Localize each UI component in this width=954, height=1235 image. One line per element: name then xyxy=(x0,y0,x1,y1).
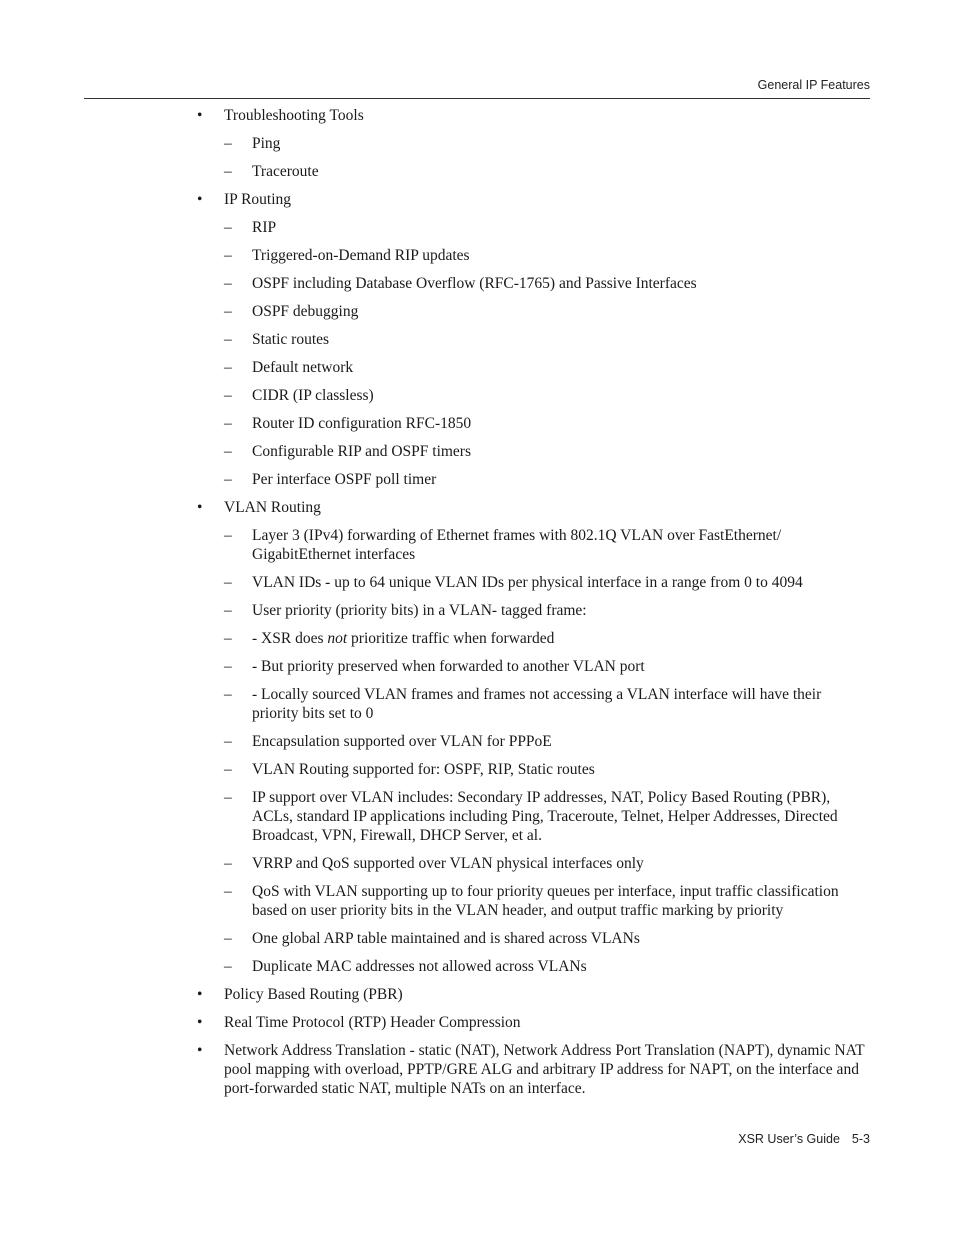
sub-item: – OSPF including Database Overflow (RFC-1765) and Passive Interfaces xyxy=(224,274,866,293)
sub-item: – OSPF debugging xyxy=(224,302,866,321)
feature-bullet-pbr: • Policy Based Routing (PBR) xyxy=(196,985,866,1004)
guide-title: XSR User’s Guide xyxy=(738,1132,840,1146)
sub-item: – Layer 3 (IPv4) forwarding of Ethernet frames with 802.1Q VLAN over FastEthernet/ GigabitEthernet interfaces xyxy=(224,526,866,564)
header-rule xyxy=(84,98,870,99)
sub-item: – CIDR (IP classless) xyxy=(224,386,866,405)
feature-bullet-ip-routing xyxy=(196,190,866,489)
feature-bullet-vlan-routing xyxy=(196,498,866,976)
sub-item: – Triggered-on-Demand RIP updates xyxy=(224,246,866,265)
bullet-label: • VLAN Routing xyxy=(224,499,321,516)
page-number: 5-3 xyxy=(851,1132,870,1146)
running-head: General IP Features xyxy=(757,78,870,92)
bullet-label: • Troubleshooting Tools xyxy=(224,107,364,124)
sub-item: – RIP xyxy=(224,218,866,237)
sub-item: – - Locally sourced VLAN frames and frames not accessing a VLAN interface will have their priority bits set to 0 xyxy=(224,685,866,723)
sub-list-ip-routing xyxy=(224,218,866,489)
sub-item: – Ping xyxy=(224,134,866,153)
sub-item: – Duplicate MAC addresses not allowed across VLANs xyxy=(224,957,866,976)
feature-bullet-rtp: • Real Time Protocol (RTP) Header Compression xyxy=(196,1013,866,1032)
sub-item: – Static routes xyxy=(224,330,866,349)
sub-item: – VRRP and QoS supported over VLAN physical interfaces only xyxy=(224,854,866,873)
sub-item: – VLAN Routing supported for: OSPF, RIP, Static routes xyxy=(224,760,866,779)
feature-list-body xyxy=(196,106,866,1098)
xsr-text-before: - XSR does xyxy=(252,630,328,647)
feature-list xyxy=(196,106,866,1098)
sub-item: – One global ARP table maintained and is shared across VLANs xyxy=(224,929,866,948)
sub-item: – Per interface OSPF poll timer xyxy=(224,470,866,489)
bullet-label: • IP Routing xyxy=(224,191,292,208)
sub-item: – User priority (priority bits) in a VLAN- tagged frame: xyxy=(224,601,866,620)
xsr-text-after: prioritize traffic when forwarded xyxy=(347,630,555,647)
sub-item: – IP support over VLAN includes: Secondary IP addresses, NAT, Policy Based Routing (PBR), ACLs, standard IP applications including Ping, Traceroute, Telnet, Helper Addresses, Directed Broadcast, VPN, Firewall, DHCP Server, et al. xyxy=(224,788,866,845)
sub-list-vlan-routing xyxy=(224,526,866,976)
sub-item: – Router ID configuration RFC-1850 xyxy=(224,414,866,433)
sub-item-xsr-not-prioritize xyxy=(224,629,866,648)
sub-list-troubleshooting xyxy=(224,134,866,181)
sub-item: – - But priority preserved when forwarded to another VLAN port xyxy=(224,657,866,676)
sub-item: – Default network xyxy=(224,358,866,377)
feature-bullet-troubleshooting-tools xyxy=(196,106,866,181)
sub-item: – VLAN IDs - up to 64 unique VLAN IDs per physical interface in a range from 0 to 4094 xyxy=(224,573,866,592)
xsr-text-emphasis: not xyxy=(327,630,348,647)
feature-bullet-nat: • Network Address Translation - static (NAT), Network Address Port Translation (NAPT), dynamic NAT pool mapping with overload, PPTP/GRE ALG and arbitrary IP address for NAPT, on the interface and port-forwarded static NAT, multiple NATs on an interface. xyxy=(196,1041,866,1098)
sub-item: – Traceroute xyxy=(224,162,866,181)
sub-item: – QoS with VLAN supporting up to four priority queues per interface, input traffic classification based on user priority bits in the VLAN header, and output traffic marking by priority xyxy=(224,882,866,920)
sub-item: – Encapsulation supported over VLAN for PPPoE xyxy=(224,732,866,751)
page-footer xyxy=(738,1132,870,1146)
sub-item: – Configurable RIP and OSPF timers xyxy=(224,442,866,461)
